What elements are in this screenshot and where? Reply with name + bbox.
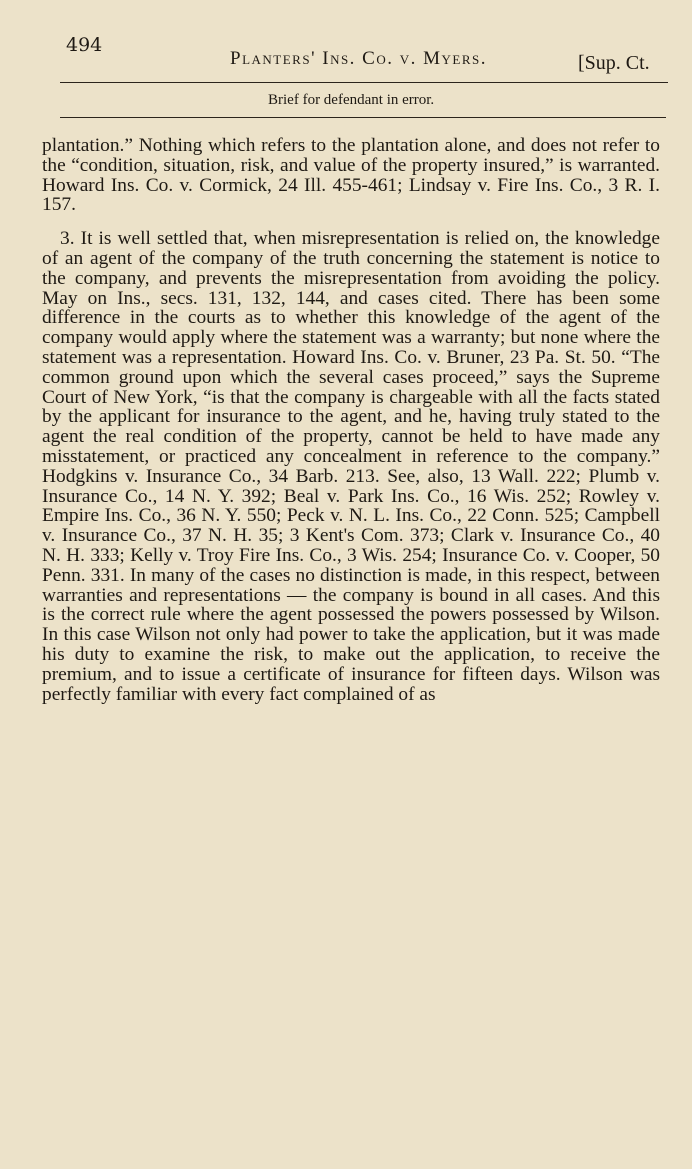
- sub-heading: Brief for defendant in error.: [268, 92, 435, 108]
- running-head: Planters' Ins. Co. v. Myers.: [230, 48, 488, 69]
- body-text: [42, 136, 660, 704]
- paragraph-3: 3. It is well settled that, when misrepresentation is relied on, the knowledge of an agent of the company of the truth concerning the statement is notice to the company, and prevents the misrepresentation from avoiding the policy. May on Ins., secs. 131, 132, 144, and cases cited. There has been some difference in the courts as to whether this knowledge of the agent of the company would apply where the statement was a warranty; but none where the statement was a representation. Howard Ins. Co. v. Bruner, 23 Pa. St. 50. “The common ground upon which the several cases proceed,” says the Supreme Court of New York, “is that the company is chargeable with all the facts stated by the applicant for insurance to the agent, and he, having truly stated to the agent the real condition of the property, cannot be held to have made any misstatement, or practiced any concealment in reference to the company.” Hodgkins v. Insurance Co., 34 Barb. 213. See, also, 13 Wall. 222; Plumb v. Insurance Co., 14 N. Y. 392; Beal v. Park Ins. Co., 16 Wis. 252; Rowley v. Empire Ins. Co., 36 N. Y. 550; Peck v. N. L. Ins. Co., 22 Conn. 525; Campbell v. Insurance Co., 37 N. H. 35; 3 Kent's Com. 373; Clark v. Insurance Co., 40 N. H. 333; Kelly v. Troy Fire Ins. Co., 3 Wis. 254; Insurance Co. v. Cooper, 50 Penn. 331. In many of the cases no distinction is made, in this respect, between warranties and representations — the company is bound in all cases. And this is the correct rule where the agent possessed the powers possessed by Wilson. In this case Wilson not only had power to take the application, but it was made his duty to examine the risk, to make out the application, to receive the premium, and to issue a certificate of insurance for fifteen days. Wilson was perfectly familiar with every fact complained of as: [42, 228, 660, 705]
- page-number: 494: [66, 34, 103, 56]
- paragraph-continuation: plantation.” Nothing which refers to the plantation alone, and does not refer to the “condition, situation, risk, and value of the property insured,” is warranted. Howard Ins. Co. v. Cormick, 24 Ill. 455-461; Lindsay v. Fire Ins. Co., 3 R. I. 157.: [42, 135, 660, 216]
- sub-heading-rule: [60, 117, 666, 118]
- court-tag: [Sup. Ct.: [578, 52, 650, 74]
- header-rule: [60, 82, 668, 83]
